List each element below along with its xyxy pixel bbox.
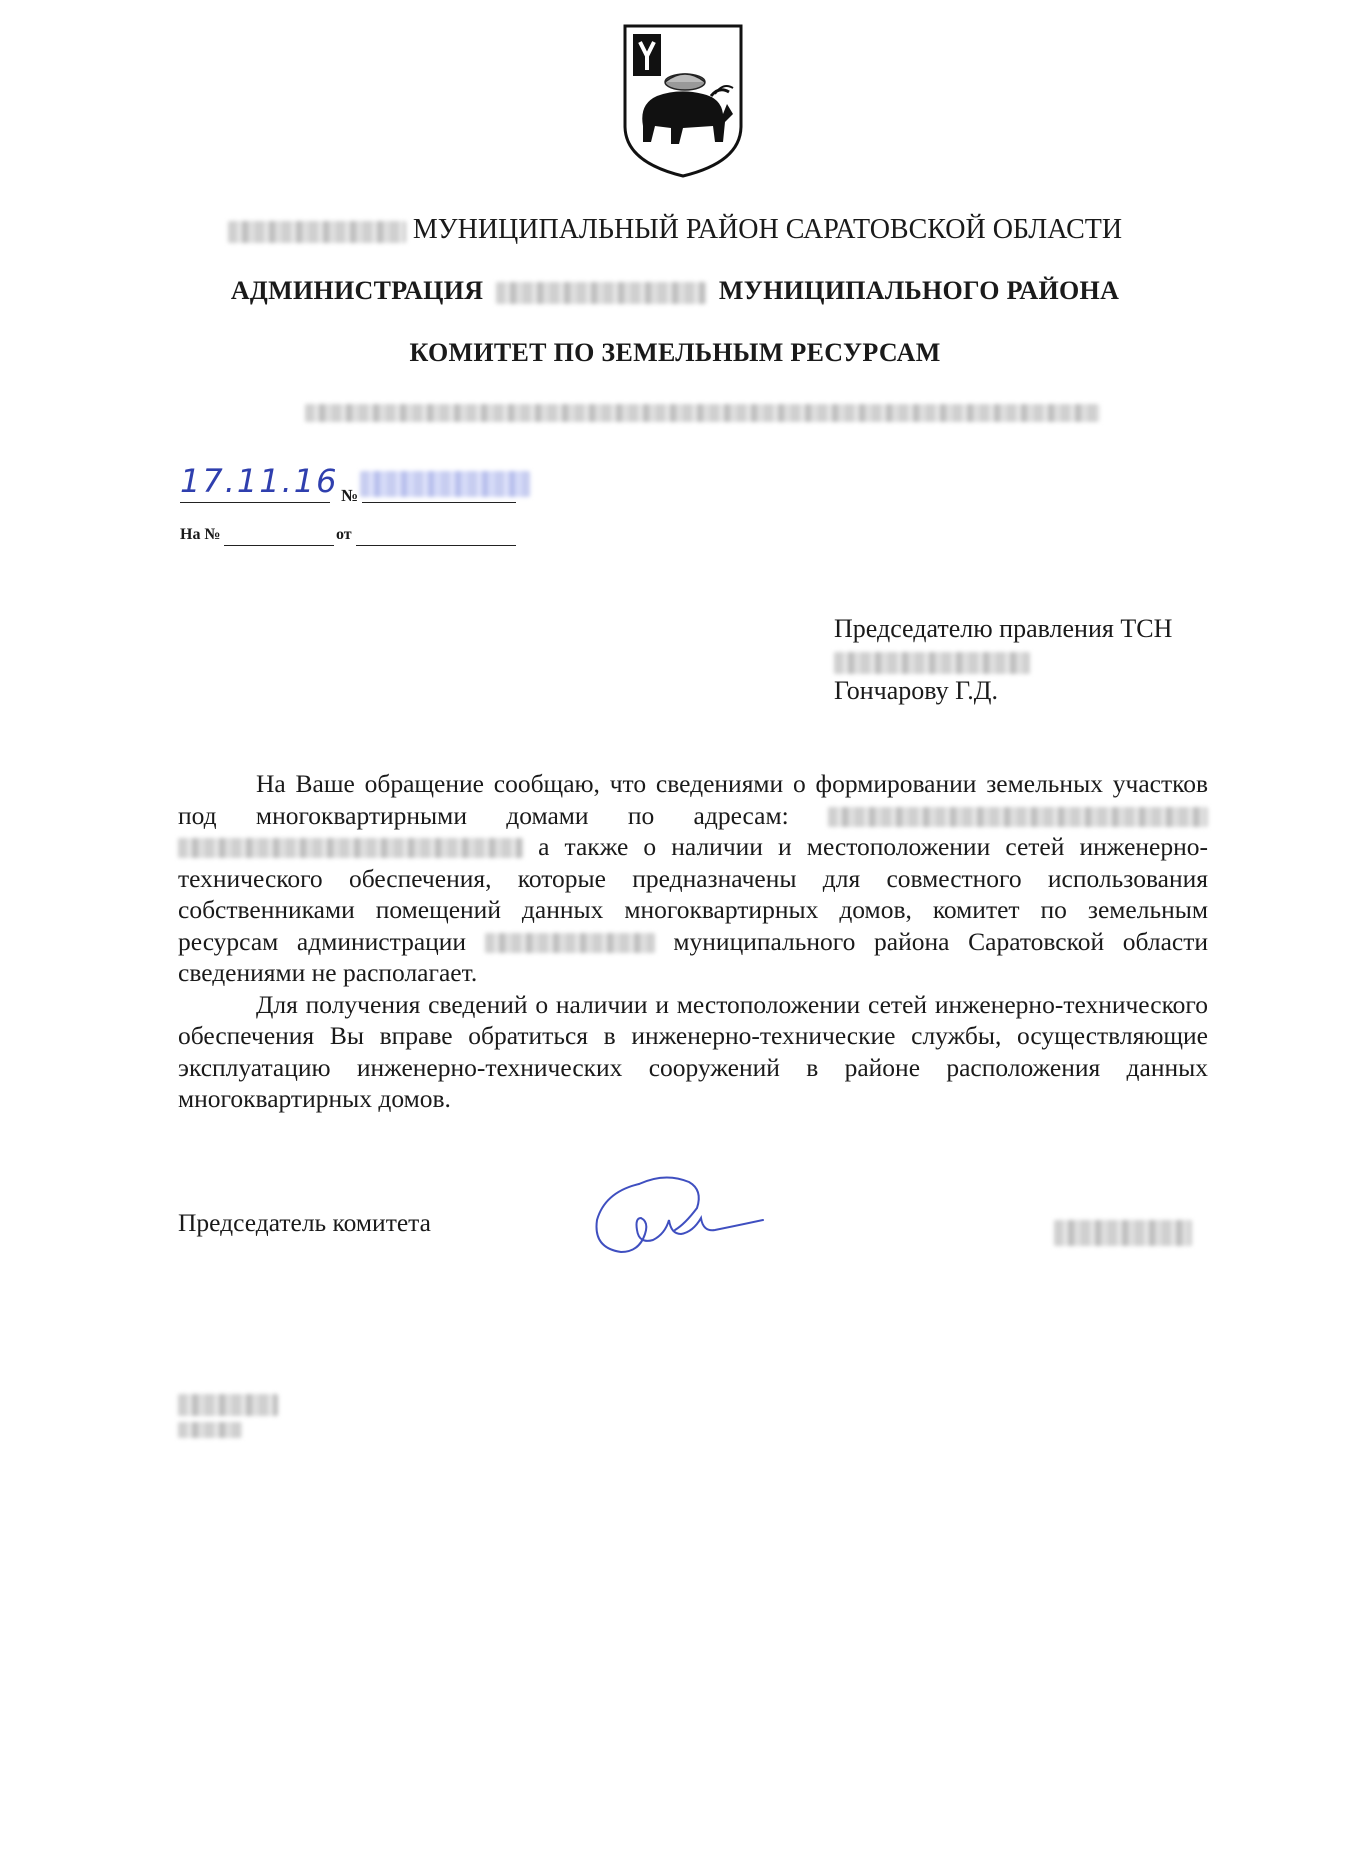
redacted-executor-name	[178, 1394, 278, 1416]
paragraph-1-part-a: На Ваше обращение сообщаю, что сведениями о формировании земельных участков под многоквартирными домами по адресам:	[178, 769, 1208, 830]
signatory-title: Председатель комитета	[178, 1208, 431, 1237]
number-underline	[362, 502, 516, 503]
redacted-outgoing-number	[360, 471, 530, 497]
number-label: №	[341, 486, 359, 505]
paragraph-1-part-c: муниципального района Саратовской области сведениями не располагает.	[178, 926, 1208, 987]
addressee-name: Гончарову Г.Д.	[834, 676, 998, 705]
paragraph-1-part-b: а также о наличии и местоположении сетей инженерно-технического обеспечения, которые предназначены для совместного использования собственниками помещений данных многоквартирных домов, комитет по земельным ресурсам администрации	[178, 832, 1208, 956]
redacted-addresses	[828, 807, 1208, 827]
addressee-position: Председателю правления ТСН	[834, 614, 1173, 643]
redacted-committee-address	[305, 404, 1100, 422]
redacted-district-name	[485, 933, 655, 953]
redacted-executor-phone	[178, 1422, 242, 1438]
administration-prefix: АДМИНИСТРАЦИЯ	[230, 276, 484, 305]
reference-label: На №	[180, 526, 221, 543]
administration-line	[0, 276, 1350, 306]
reference-underline	[224, 545, 334, 546]
redacted-organization-name	[834, 652, 1030, 674]
letter-body	[178, 768, 1208, 1115]
committee-title: КОМИТЕТ ПО ЗЕМЕЛЬНЫМ РЕСУРСАМ	[409, 338, 941, 367]
administration-suffix: МУНИЦИПАЛЬНОГО РАЙОНА	[718, 276, 1120, 305]
body-paragraph-1	[178, 768, 1208, 989]
date-underline	[180, 502, 330, 503]
district-line	[0, 214, 1350, 246]
redacted-addresses	[178, 838, 523, 858]
redacted-district-name	[228, 221, 406, 243]
redacted-district-name	[496, 282, 706, 304]
district-line-text: МУНИЦИПАЛЬНЫЙ РАЙОН САРАТОВСКОЙ ОБЛАСТИ	[412, 214, 1123, 245]
reference-from-label: от	[336, 526, 352, 543]
handwritten-date: 17.11.16	[180, 462, 339, 500]
reference-date-underline	[356, 545, 516, 546]
redacted-signatory-name	[1054, 1220, 1192, 1246]
body-paragraph-2: Для получения сведений о наличии и местоположении сетей инженерно-технического обеспечения Вы вправе обратиться в инженерно-технические службы, осуществляющие эксплуатацию инженерно-технических сооружений в районе расположения данных многоквартирных домов.	[178, 989, 1208, 1113]
coat-of-arms-icon	[619, 22, 747, 180]
handwritten-signature	[585, 1168, 775, 1260]
